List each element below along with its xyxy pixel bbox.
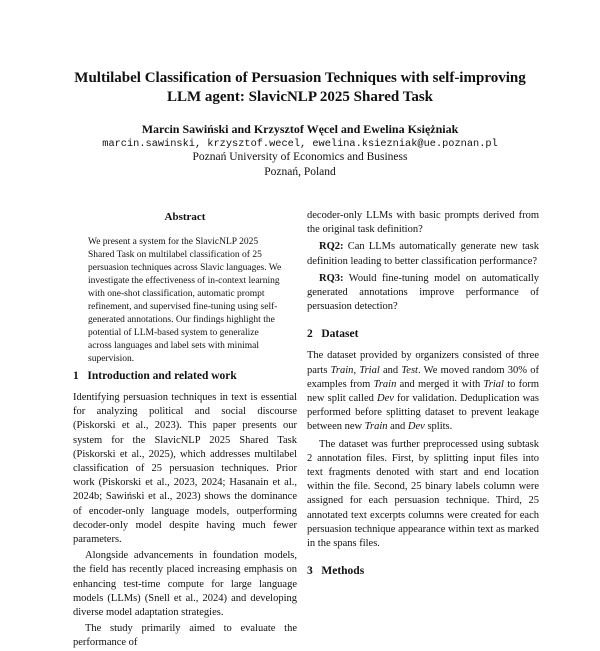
rq3-text: Would fine-tuning model on automatically generated annotations improve performance of persuasion detection?	[307, 272, 539, 313]
text-run: . We moved random 30% of examples from	[307, 364, 539, 390]
paper-title	[40, 69, 560, 107]
dataset-paragraph-1	[307, 349, 539, 434]
intro-paragraph-3: The study primarily aimed to evaluate the performance of	[73, 623, 297, 649]
italic-term: Trial	[359, 364, 380, 376]
rq3	[307, 272, 539, 315]
rq2-text: Can LLMs automatically generate new task definition leading to better classification performance?	[307, 241, 539, 267]
methods-heading: 3 Methods	[307, 565, 365, 578]
title-line-2: LLM agent: SlavicNLP 2025 Shared Task	[166, 89, 434, 105]
abstract-text: We present a system for the SlavicNLP 2025 Shared Task on multilabel classification of 25 persuasion techniques across Slavic languages. We investigate the effectiveness of in-context learning with one-shot classification, automatic prompt refinement, and supervised fine-tuning using self-generated annotations. Our findings highlight the potential of LLM-based system to generalize across languages and label sets with minimal supervision.	[88, 237, 282, 364]
text-run: to form new split called	[307, 378, 540, 405]
intro-heading: 1 Introduction and related work	[73, 370, 237, 382]
italic-term: Test	[401, 364, 418, 376]
rq2-label: RQ2:	[319, 241, 344, 253]
affiliation-name: Poznań University of Economics and Business	[192, 151, 408, 163]
title-line-1: Multilabel Classification of Persuasion Techniques with self-improving	[74, 70, 526, 86]
intro-paragraph-2: Alongside advancements in foundation models, the field has recently placed increasing emphasis on enhancing test-time compute for large language models (LLMs) (Snell et al., 2024) and developing diverse model adaptation strategies.	[73, 550, 297, 619]
author-names: Marcin Sawiński and Krzysztof Węcel and Ewelina Księżniak	[141, 122, 459, 136]
italic-term: Train	[330, 364, 354, 376]
intro-section	[73, 370, 297, 651]
italic-term: Train	[364, 421, 388, 433]
italic-term: Dev	[376, 393, 394, 405]
author-emails: marcin.sawinski, krzysztof.wecel, ewelina.ksiezniak@ue.poznan.pl	[102, 138, 498, 150]
rq1-continuation: decoder-only LLMs with basic prompts derived from the original task definition?	[307, 210, 539, 236]
right-column	[307, 209, 539, 577]
italic-term: Train	[373, 378, 397, 390]
rq3-label: RQ3:	[319, 272, 344, 284]
text-run: and	[379, 364, 402, 376]
text-run: and merged it with	[396, 378, 484, 390]
intro-paragraph-1: Identifying persuasion techniques in text is essential for analyzing political and social discourse (Piskorski et al., 2023). This paper presents our system for the SlavicNLP 2025 Shared Task (Piskorski et al., 2025), which addresses multilabel classification of 25 persuasion techniques. Prior work (Piskorski et al., 2023, 2024; Hasanain et al., 2024b; Sawiński et al., 2023) shows the dominance of encoder-only language models, outperforming decoder-only model despite having much fewer parameters.	[73, 392, 297, 546]
dataset-heading: 2 Dataset	[307, 328, 359, 341]
affiliation	[40, 150, 560, 180]
text-run: The dataset provided by organizers consisted of three parts	[307, 350, 539, 376]
affiliation-city: Poznań, Poland	[264, 166, 336, 178]
dataset-paragraph-2: The dataset was further preprocessed using subtask 2 annotation files. First, by splitting input files into text fragments denoted with start and end location within the file. Second, 25 binary labels column were assigned for each persuasion technique. Third, 25 annotated text excerpts columns were created for each persuasion technique appearance within text as marked in the spans files.	[307, 438, 539, 550]
text-run: splits.	[424, 421, 453, 433]
text-run: ,	[353, 364, 360, 376]
text-run: and	[387, 421, 408, 433]
italic-term: Dev	[407, 421, 425, 433]
rq2	[307, 240, 539, 268]
italic-term: Trial	[483, 378, 504, 390]
text-run: for validation. Deduplication was performed before splitting dataset to prevent leakage between new	[307, 393, 539, 433]
abstract-heading: Abstract	[164, 211, 206, 223]
